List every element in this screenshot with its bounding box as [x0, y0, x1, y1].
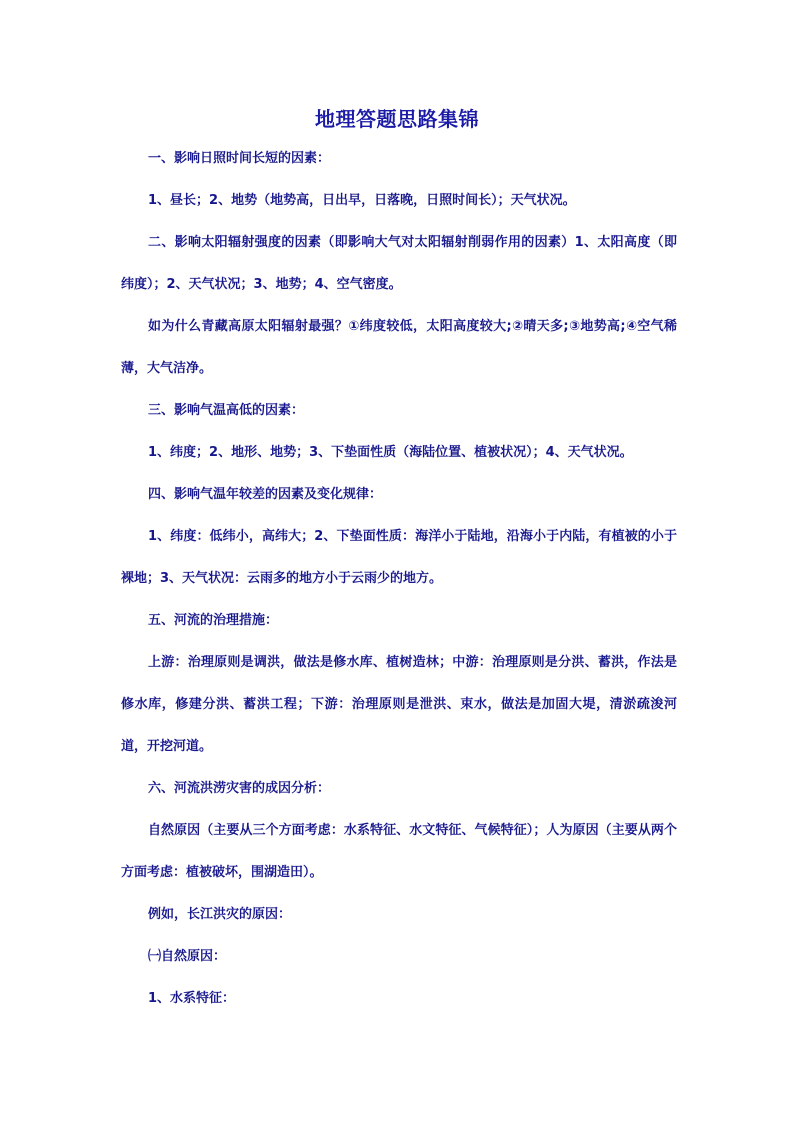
paragraph-solar-radiation-factors: 二、影响太阳辐射强度的因素（即影响大气对太阳辐射削弱作用的因素）1、太阳高度（即纬度）；2、天气状况；3、地势；4、空气密度。 [121, 235, 677, 292]
paragraph-qinghai-tibet-example: 如为什么青藏高原太阳辐射最强？①纬度较低，太阳高度较大;②晴天多;③地势高;④空气稀薄，大气洁净。 [121, 319, 677, 376]
paragraph-sunshine-duration-factors: 1、昼长；2、地势（地势高，日出早，日落晚，日照时间长）；天气状况。 [148, 193, 576, 208]
paragraph-river-management: 上游：治理原则是调洪，做法是修水库、植树造林；中游：治理原则是分洪、蓄洪，作法是修水库，修建分洪、蓄洪工程；下游：治理原则是泄洪、束水，做法是加固大堤，清淤疏浚河道，开挖河道。 [121, 655, 677, 754]
document-title: 地理答题思路集锦 [315, 107, 479, 131]
paragraph-water-system: 1、水系特征： [148, 991, 236, 1006]
paragraph-yangtze-example: 例如，长江洪灾的原因： [148, 907, 292, 922]
section-heading-annual-range: 四、影响气温年较差的因素及变化规律： [148, 487, 383, 502]
paragraph-flood-causes: 自然原因（主要从三个方面考虑：水系特征、水文特征、气候特征）；人为原因（主要从两个方面考虑：植被破坏，围湖造田）。 [121, 823, 677, 880]
paragraph-temperature-factors: 1、纬度；2、地形、地势；3、下垫面性质（海陆位置、植被状况）；4、天气状况。 [148, 445, 633, 460]
paragraph-annual-range-factors: 1、纬度：低纬小，高纬大；2、下垫面性质：海洋小于陆地，沿海小于内陆，有植被的小于裸地；3、天气状况：云雨多的地方小于云雨少的地方。 [121, 529, 677, 586]
section-heading-temperature: 三、影响气温高低的因素： [148, 403, 305, 418]
section-heading-river-management: 五、河流的治理措施： [148, 613, 279, 628]
section-heading-flood-causes: 六、河流洪涝灾害的成因分析： [148, 781, 331, 796]
document-body [121, 138, 677, 1020]
section-heading-sunshine-duration: 一、影响日照时间长短的因素： [148, 151, 331, 166]
paragraph-natural-causes: ㈠自然原因： [148, 949, 227, 964]
